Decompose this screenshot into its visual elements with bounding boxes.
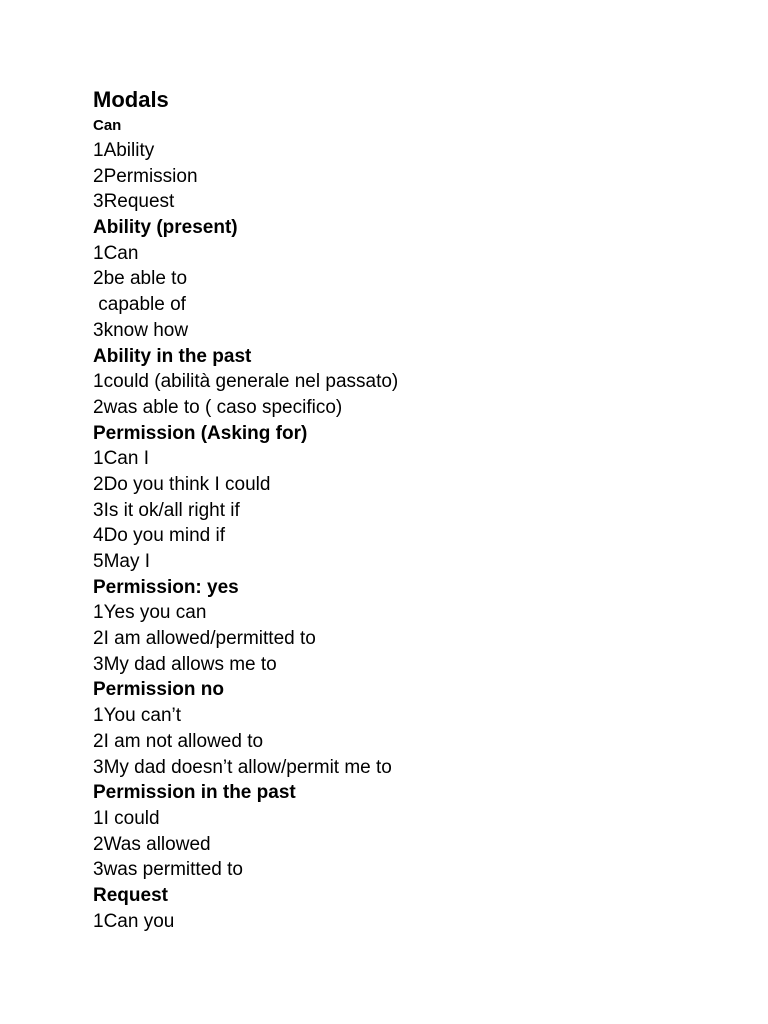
document-subtitle: Can xyxy=(93,117,122,134)
list-item: 3Is it ok/all right if xyxy=(93,499,240,521)
list-item: 2I am allowed/permitted to xyxy=(93,628,316,650)
section-permission-asking xyxy=(93,421,728,575)
list-item: 3My dad doesn’t allow/permit me to xyxy=(93,756,392,778)
list-item: 3know how xyxy=(93,319,189,341)
section-ability-present xyxy=(93,215,728,343)
list-item: 5May I xyxy=(93,551,151,572)
section-heading: Ability (present) xyxy=(93,217,238,239)
section-heading: Permission (Asking for) xyxy=(93,422,308,444)
section-permission-past xyxy=(93,780,728,883)
list-item: 2Do you think I could xyxy=(93,473,271,495)
list-item: 1Ability xyxy=(93,140,155,161)
section-overview xyxy=(93,138,728,215)
list-item: 1You can’t xyxy=(93,705,182,727)
list-item: 2I am not allowed to xyxy=(93,730,264,752)
document-page xyxy=(93,86,728,934)
section-permission-yes xyxy=(93,575,728,678)
list-item: 1Yes you can xyxy=(93,602,207,624)
list-item: 1Can xyxy=(93,242,139,264)
section-heading: Ability in the past xyxy=(93,345,252,367)
list-item: 3Request xyxy=(93,191,175,213)
list-item: 1could (abilità generale nel passato) xyxy=(93,371,399,393)
section-permission-no xyxy=(93,677,728,780)
section-heading: Permission no xyxy=(93,679,224,701)
document-title: Modals xyxy=(93,87,169,112)
list-item: 1Can I xyxy=(93,448,149,470)
section-heading: Request xyxy=(93,884,168,906)
section-ability-past xyxy=(93,344,728,421)
list-item: 2Was allowed xyxy=(93,833,211,855)
list-item: 3was permitted to xyxy=(93,859,243,881)
list-item: capable of xyxy=(93,294,186,316)
section-request xyxy=(93,883,728,934)
list-item: 1Can you xyxy=(93,910,175,932)
section-heading: Permission: yes xyxy=(93,576,239,598)
list-item: 3My dad allows me to xyxy=(93,653,277,675)
list-item: 2be able to xyxy=(93,268,188,290)
list-item: 2was able to ( caso specifico) xyxy=(93,396,343,418)
list-item: 4Do you mind if xyxy=(93,525,226,547)
list-item: 2Permission xyxy=(93,165,198,187)
section-heading: Permission in the past xyxy=(93,782,296,804)
list-item: 1I could xyxy=(93,807,160,829)
